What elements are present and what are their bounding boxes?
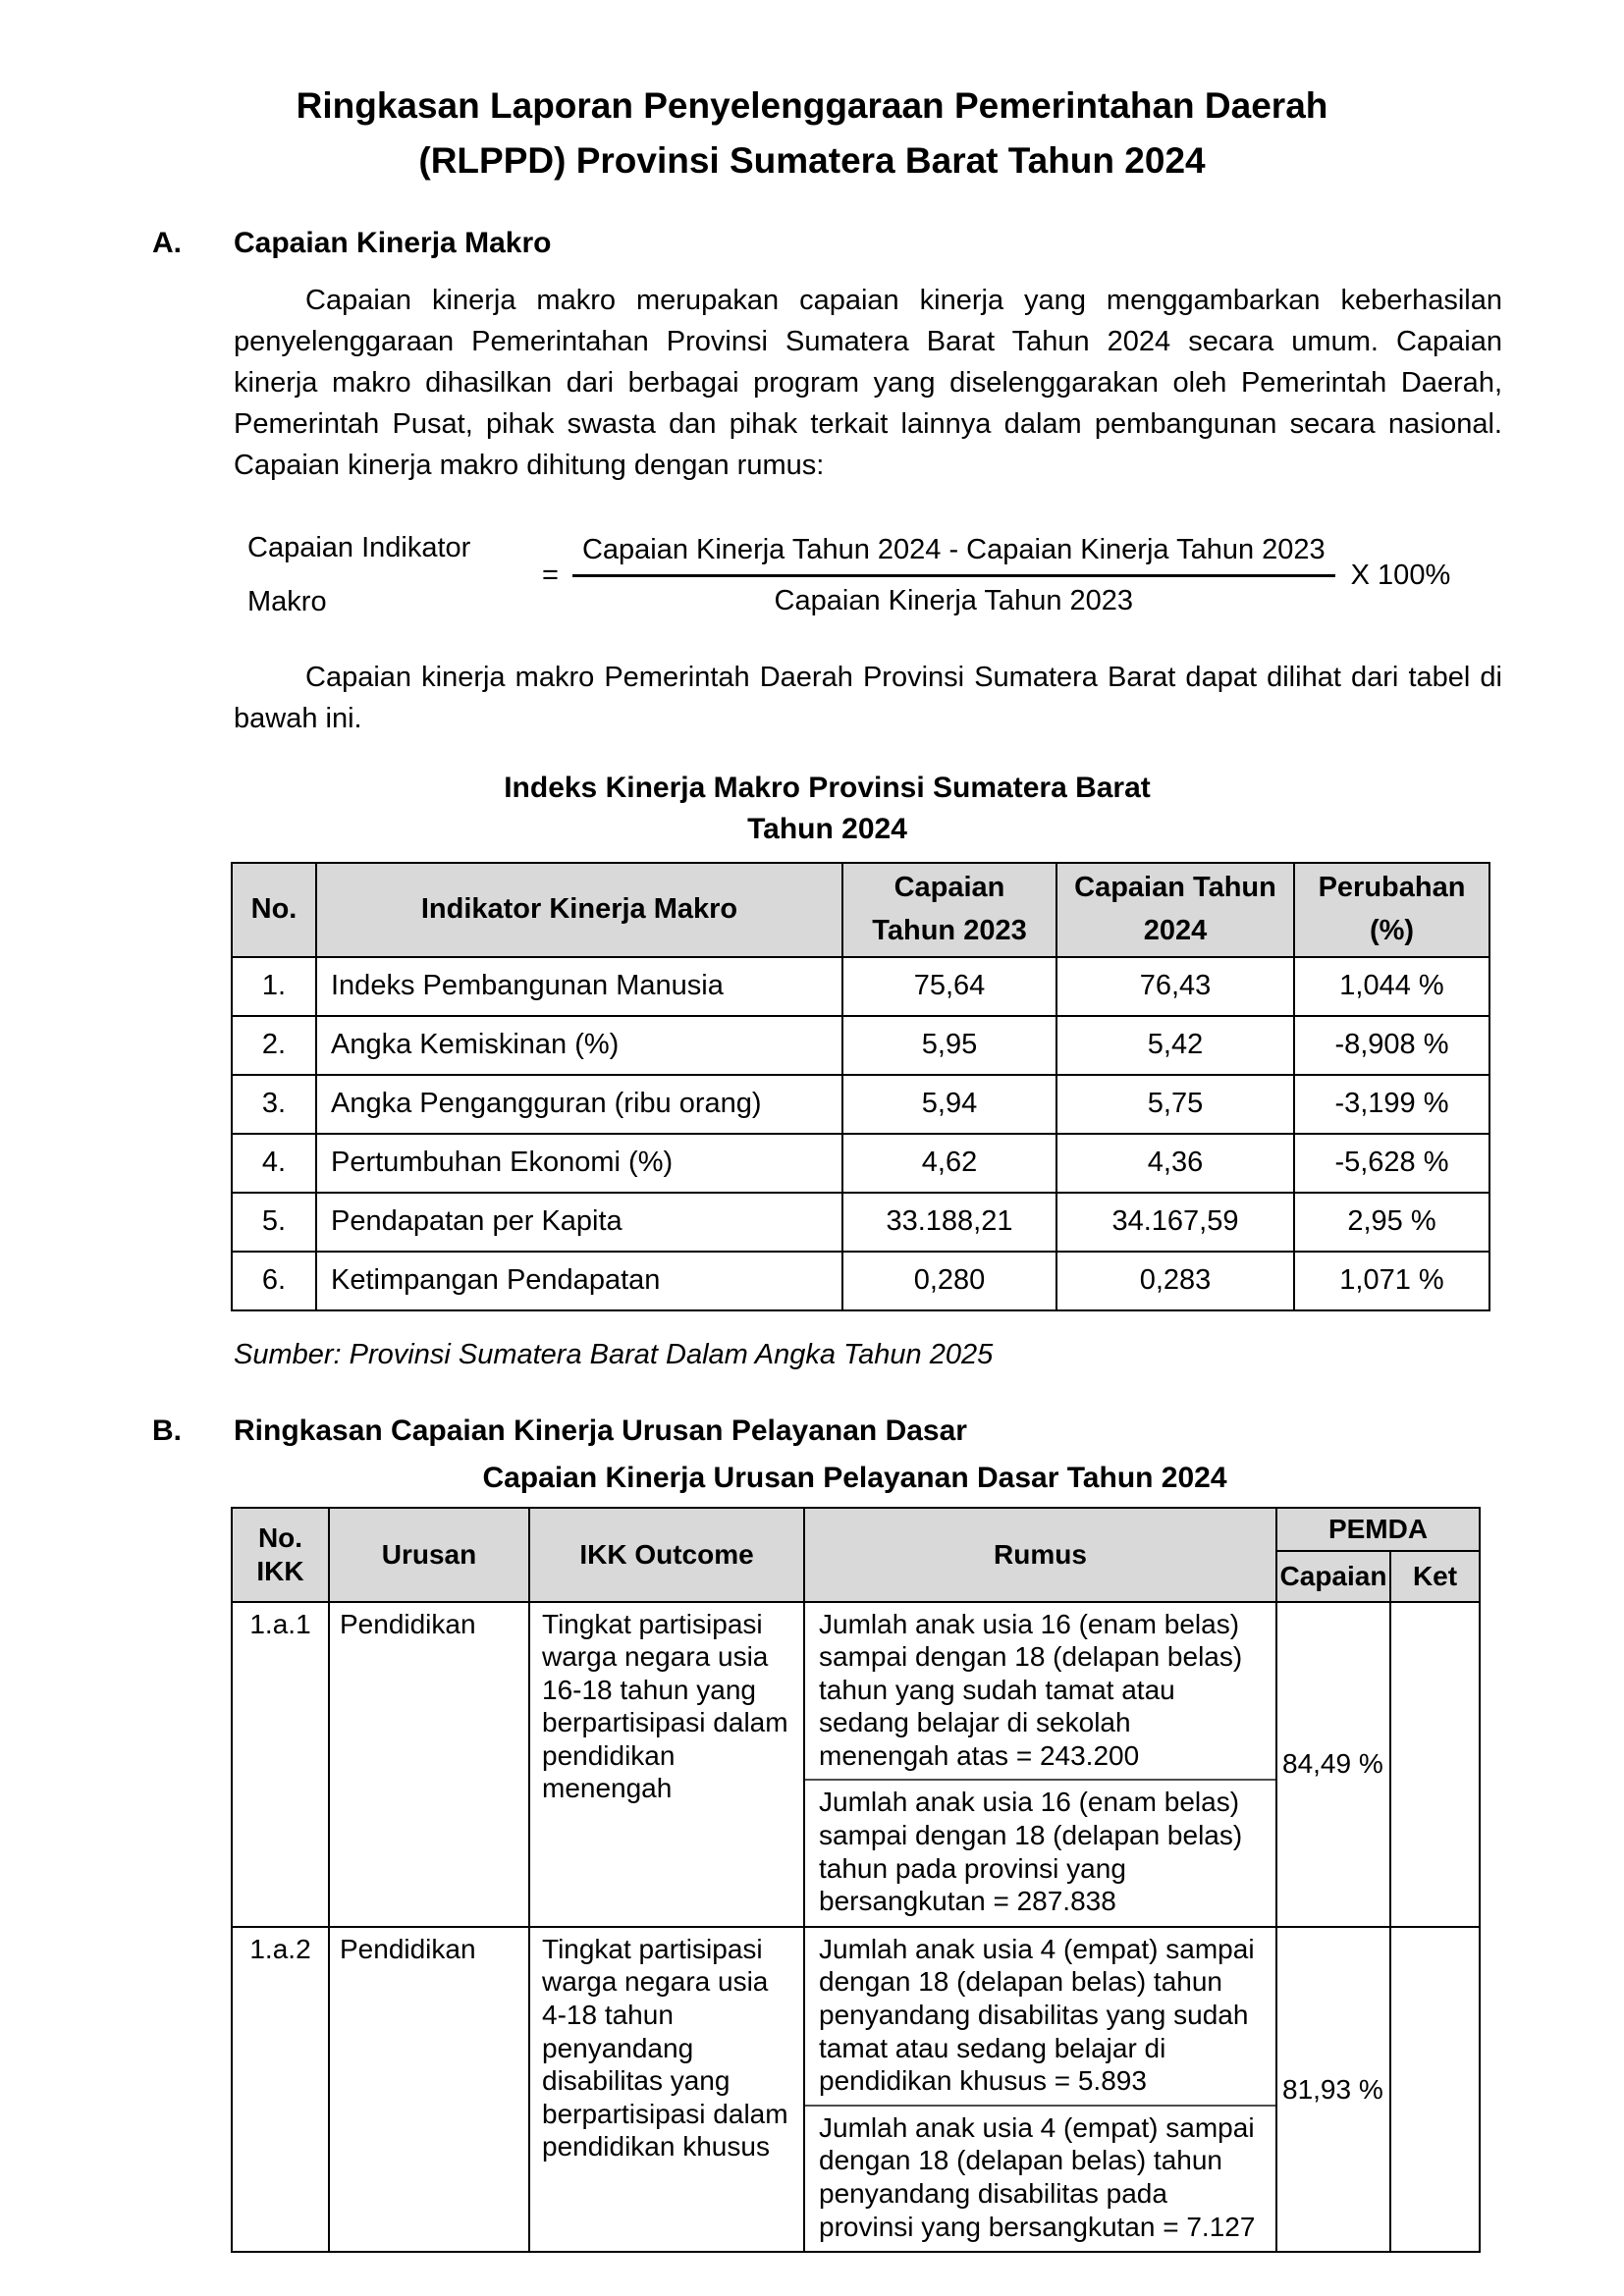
row-value-2024: 76,43	[1056, 957, 1294, 1016]
row-number: 1.	[232, 957, 316, 1016]
header-perubahan: Perubahan (%)	[1294, 863, 1489, 957]
row-number: 6.	[232, 1252, 316, 1310]
header-ikk-outcome: IKK Outcome	[529, 1508, 804, 1602]
row-value-2024: 5,42	[1056, 1016, 1294, 1075]
row-indicator: Ketimpangan Pendapatan	[316, 1252, 842, 1310]
rumus-numerator: Jumlah anak usia 4 (empat) sampai dengan 18 (delapan belas) tahun penyandang disabilitas yang sudah tamat atau sedang belajar di pendidikan khusus = 5.893	[805, 1928, 1275, 2107]
row-urusan: Pendidikan	[329, 1927, 529, 2252]
row-value-2024: 0,283	[1056, 1252, 1294, 1310]
section-b-heading-text: Ringkasan Capaian Kinerja Urusan Pelayanan Dasar	[234, 1414, 967, 1447]
table-header-row	[232, 1508, 1480, 1551]
section-b-label: B.	[152, 1414, 182, 1447]
header-ket: Ket	[1390, 1551, 1480, 1602]
header-no: No.	[232, 863, 316, 957]
section-a-heading-text: Capaian Kinerja Makro	[234, 227, 552, 259]
formula-equals-sign: =	[542, 559, 559, 591]
formula-label	[247, 521, 542, 629]
table-row	[232, 1016, 1489, 1075]
document-title	[0, 0, 1624, 187]
paragraph-macro-intro: Capaian kinerja makro merupakan capaian kinerja yang menggambarkan keberhasilan penyelenggaraan Pemerintahan Provinsi Sumatera Barat Tahun 2024 secara umum. Capaian kinerja makro dihasilkan dari berbagai program yang diselenggarakan oleh Pemerintah Daerah, Pemerintah Pusat, pihak swasta dan pihak terkait lainnya dalam pembangunan secara nasional. Capaian kinerja makro dihitung dengan rumus:	[234, 285, 1502, 482]
header-rumus: Rumus	[804, 1508, 1276, 1602]
paragraph-table-reference: Capaian kinerja makro Pemerintah Daerah Provinsi Sumatera Barat dapat dilihat dari tabel di bawah ini.	[234, 662, 1502, 735]
row-value-2023: 5,94	[842, 1075, 1056, 1134]
row-rumus	[804, 1927, 1276, 2252]
macro-table-title-line2: Tahun 2024	[747, 812, 907, 845]
document-title-line2: (RLPPD) Provinsi Sumatera Barat Tahun 2024	[418, 139, 1206, 181]
header-no-ikk: No. IKK	[232, 1508, 329, 1602]
formula-fraction	[572, 534, 1335, 617]
section-a-heading	[0, 227, 1624, 260]
row-ikk-outcome: Tingkat partisipasi warga negara usia 16-18 tahun yang berpartisipasi dalam pendidikan menengah	[529, 1602, 804, 1927]
rumus-numerator: Jumlah anak usia 16 (enam belas) sampai dengan 18 (delapan belas) tahun yang sudah tamat atau sedang belajar di sekolah menengah atas = 243.200	[805, 1603, 1275, 1782]
row-capaian: 81,93 %	[1276, 1927, 1390, 2252]
row-number: 2.	[232, 1016, 316, 1075]
row-change: 2,95 %	[1294, 1193, 1489, 1252]
header-urusan: Urusan	[329, 1508, 529, 1602]
header-pemda: PEMDA	[1276, 1508, 1480, 1551]
service-performance-table	[231, 1507, 1481, 2254]
rumus-denominator: Jumlah anak usia 4 (empat) sampai dengan 18 (delapan belas) tahun penyandang disabilitas pada provinsi yang bersangkutan = 7.127	[819, 2111, 1256, 2242]
row-change: -5,628 %	[1294, 1134, 1489, 1193]
row-change: -8,908 %	[1294, 1016, 1489, 1075]
table-row	[232, 1927, 1480, 2252]
row-value-2023: 5,95	[842, 1016, 1056, 1075]
row-change: 1,044 %	[1294, 957, 1489, 1016]
section-a-label: A.	[152, 227, 182, 259]
row-value-2023: 0,280	[842, 1252, 1056, 1310]
table-row	[232, 957, 1489, 1016]
row-indicator: Angka Kemiskinan (%)	[316, 1016, 842, 1075]
row-number: 3.	[232, 1075, 316, 1134]
row-ikk-number: 1.a.1	[232, 1602, 329, 1927]
row-number: 5.	[232, 1193, 316, 1252]
row-indicator: Pertumbuhan Ekonomi (%)	[316, 1134, 842, 1193]
macro-table-title-line1: Indeks Kinerja Makro Provinsi Sumatera Barat	[504, 771, 1151, 804]
table-row	[232, 1134, 1489, 1193]
macro-formula	[247, 521, 1624, 629]
service-table-title: Capaian Kinerja Urusan Pelayanan Dasar Tahun 2024	[482, 1461, 1227, 1494]
document-title-line1: Ringkasan Laporan Penyelenggaraan Pemerintahan Daerah	[296, 85, 1328, 126]
table-row	[232, 1252, 1489, 1310]
header-capaian: Capaian	[1276, 1551, 1390, 1602]
table-header-row	[232, 863, 1489, 957]
row-rumus	[804, 1602, 1276, 1927]
row-indicator: Pendapatan per Kapita	[316, 1193, 842, 1252]
row-number: 4.	[232, 1134, 316, 1193]
row-value-2023: 33.188,21	[842, 1193, 1056, 1252]
table-row	[232, 1602, 1480, 1927]
macro-table-title	[152, 768, 1502, 850]
table-source-note: Sumber: Provinsi Sumatera Barat Dalam Angka Tahun 2025	[234, 1338, 994, 1370]
header-capaian-2023: Capaian Tahun 2023	[842, 863, 1056, 957]
formula-label-line1: Capaian Indikator	[247, 532, 471, 564]
rumus-denominator: Jumlah anak usia 16 (enam belas) sampai dengan 18 (delapan belas) tahun pada provinsi yang bersangkutan = 287.838	[819, 1787, 1243, 1917]
formula-numerator: Capaian Kinerja Tahun 2024 - Capaian Kinerja Tahun 2023	[572, 534, 1335, 577]
row-indicator: Indeks Pembangunan Manusia	[316, 957, 842, 1016]
section-b-heading	[0, 1415, 1624, 1448]
row-change: 1,071 %	[1294, 1252, 1489, 1310]
header-capaian-2024: Capaian Tahun 2024	[1056, 863, 1294, 957]
row-change: -3,199 %	[1294, 1075, 1489, 1134]
macro-index-table	[231, 862, 1490, 1311]
row-ket	[1390, 1602, 1480, 1927]
table-row	[232, 1193, 1489, 1252]
formula-multiplier: X 100%	[1350, 559, 1451, 591]
header-indicator: Indikator Kinerja Makro	[316, 863, 842, 957]
row-value-2023: 75,64	[842, 957, 1056, 1016]
row-value-2024: 34.167,59	[1056, 1193, 1294, 1252]
row-indicator: Angka Pengangguran (ribu orang)	[316, 1075, 842, 1134]
row-urusan: Pendidikan	[329, 1602, 529, 1927]
formula-label-line2: Makro	[247, 586, 327, 618]
row-ikk-number: 1.a.2	[232, 1927, 329, 2252]
formula-denominator: Capaian Kinerja Tahun 2023	[774, 584, 1134, 616]
table-row	[232, 1075, 1489, 1134]
row-value-2023: 4,62	[842, 1134, 1056, 1193]
row-ikk-outcome: Tingkat partisipasi warga negara usia 4-18 tahun penyandang disabilitas yang berpartisipasi dalam pendidikan khusus	[529, 1927, 804, 2252]
row-capaian: 84,49 %	[1276, 1602, 1390, 1927]
row-ket	[1390, 1927, 1480, 2252]
row-value-2024: 4,36	[1056, 1134, 1294, 1193]
row-value-2024: 5,75	[1056, 1075, 1294, 1134]
